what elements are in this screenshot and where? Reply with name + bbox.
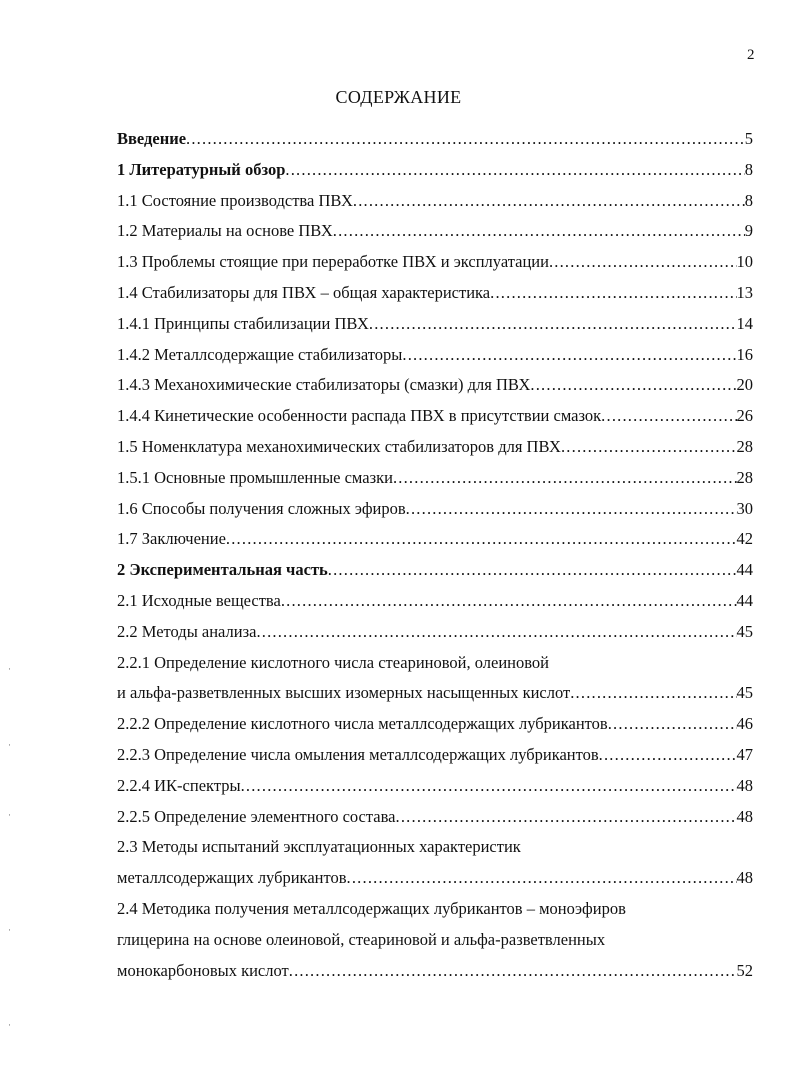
toc-entry-label: металлсодержащих лубрикантов xyxy=(117,868,347,888)
toc-entry[interactable] xyxy=(117,216,753,247)
dot-leader xyxy=(402,340,736,371)
toc-entry[interactable] xyxy=(117,278,753,309)
toc-entry-line: 2.3 Методы испытаний эксплуатационных характеристик xyxy=(117,837,521,857)
toc-entry[interactable] xyxy=(117,370,753,401)
dot-leader xyxy=(369,309,737,340)
margin-speck: · xyxy=(8,740,11,750)
toc-entry[interactable] xyxy=(117,555,753,586)
toc-entry-label: монокарбоновых кислот xyxy=(117,960,289,980)
page-number: 2 xyxy=(747,47,755,63)
toc-entry[interactable] xyxy=(117,155,753,186)
dot-leader xyxy=(285,155,744,186)
toc-entry-label: 1.4.1 Принципы стабилизации ПВХ xyxy=(117,313,369,333)
toc-entry-page: 42 xyxy=(736,529,753,549)
dot-leader xyxy=(601,401,736,432)
toc-entry-line: 2.2.1 Определение кислотного числа стеариновой, олеиновой xyxy=(117,652,550,672)
dot-leader xyxy=(241,771,737,802)
toc-entry-page: 45 xyxy=(736,621,753,641)
toc-entry[interactable] xyxy=(117,678,753,709)
toc-entry-page: 48 xyxy=(736,775,753,795)
toc-entry-label: 2.2 Методы анализа xyxy=(117,621,257,641)
toc-entry-label: 2.2.4 ИК-спектры xyxy=(117,775,241,795)
toc-entry-label: 2.2.2 Определение кислотного числа металлсодержащих лубрикантов xyxy=(117,714,608,734)
toc-entry[interactable] xyxy=(117,432,753,463)
toc-entry-page: 28 xyxy=(736,436,753,456)
toc-entry[interactable] xyxy=(117,740,753,771)
dot-leader xyxy=(289,956,737,987)
margin-speck: · xyxy=(8,664,11,674)
toc-entry-label: 1 Литературный обзор xyxy=(117,159,286,179)
dot-leader xyxy=(570,678,736,709)
dot-leader xyxy=(561,432,737,463)
toc-entry-page: 26 xyxy=(736,406,753,426)
toc-entry-label: 2.1 Исходные вещества xyxy=(117,590,281,610)
toc-entry[interactable] xyxy=(117,309,753,340)
toc-entry-label: 1.4.4 Кинетические особенности распада ПВХ в присутствии смазок xyxy=(117,406,602,426)
toc-entry-label: 1.4.2 Металлсодержащие стабилизаторы xyxy=(117,344,403,364)
dot-leader xyxy=(186,124,745,155)
toc-entry-page: 44 xyxy=(736,590,753,610)
toc-entry-line: глицерина на основе олеиновой, стеариновой и альфа-разветвленных xyxy=(117,929,606,949)
dot-leader xyxy=(328,555,737,586)
toc-entry[interactable] xyxy=(117,771,753,802)
toc-entry[interactable] xyxy=(117,586,753,617)
toc-entry[interactable] xyxy=(117,956,753,987)
toc-entry-label: 1.6 Способы получения сложных эфиров xyxy=(117,498,406,518)
toc-entry-page: 9 xyxy=(744,221,753,241)
margin-speck: · xyxy=(8,925,11,935)
toc-entry[interactable] xyxy=(117,494,753,525)
toc-entry-page: 20 xyxy=(736,375,753,395)
toc-entry[interactable] xyxy=(117,401,753,432)
toc-entry-label: 2 Экспериментальная часть xyxy=(117,560,328,580)
toc-entry-page: 14 xyxy=(736,313,753,333)
toc-entry-page: 30 xyxy=(736,498,753,518)
toc-entry-page: 48 xyxy=(736,806,753,826)
dot-leader xyxy=(347,863,737,894)
toc-entry[interactable] xyxy=(117,186,753,217)
dot-leader xyxy=(406,494,737,525)
toc-entry-page: 46 xyxy=(736,714,753,734)
dot-leader xyxy=(549,247,737,278)
toc-entry-label: 2.2.5 Определение элементного состава xyxy=(117,806,396,826)
toc-entry-label: 1.5.1 Основные промышленные смазки xyxy=(117,467,393,487)
toc-entry-label: Введение xyxy=(117,129,187,148)
toc-entry[interactable] xyxy=(117,709,753,740)
toc-entry-page: 13 xyxy=(736,282,753,302)
toc-entry-label: 1.1 Состояние производства ПВХ xyxy=(117,190,353,210)
margin-speck: · xyxy=(8,810,11,820)
toc-entry-label: 1.3 Проблемы стоящие при переработке ПВХ и эксплуатации xyxy=(117,252,549,272)
dot-leader xyxy=(226,524,737,555)
toc-entry-label: 2.2.3 Определение числа омыления металлсодержащих лубрикантов xyxy=(117,744,599,764)
toc-entry[interactable] xyxy=(117,617,753,648)
dot-leader xyxy=(333,216,745,247)
toc-entry[interactable] xyxy=(117,863,753,894)
toc-entry-label: 1.2 Материалы на основе ПВХ xyxy=(117,221,333,241)
dot-leader xyxy=(396,802,737,833)
dot-leader xyxy=(281,586,737,617)
toc-entry-page: 10 xyxy=(736,252,753,272)
toc-entry-label: 1.5 Номенклатура механохимических стабилизаторов для ПВХ xyxy=(117,436,561,456)
dot-leader xyxy=(599,740,737,771)
toc-entry-label: 1.4 Стабилизаторы для ПВХ – общая характеристика xyxy=(117,282,491,302)
toc-entry[interactable] xyxy=(117,463,753,494)
toc-entry-page: 16 xyxy=(736,344,753,364)
toc-entry-page: 44 xyxy=(736,560,753,580)
toc-entry-page: 5 xyxy=(744,129,753,148)
toc-entry-page: 52 xyxy=(736,960,753,980)
toc-entry[interactable] xyxy=(117,124,753,155)
dot-leader xyxy=(393,463,737,494)
toc-entry-page: 8 xyxy=(744,159,753,179)
toc-entry-line: 2.4 Методика получения металлсодержащих лубрикантов – моноэфиров xyxy=(117,898,626,918)
toc-entry-label: 1.7 Заключение xyxy=(117,529,226,549)
toc-entry[interactable] xyxy=(117,340,753,371)
toc-entry-page: 45 xyxy=(736,683,753,703)
toc-entry[interactable] xyxy=(117,802,753,833)
page-title: СОДЕРЖАНИЕ xyxy=(335,87,462,107)
toc-entry[interactable] xyxy=(117,524,753,555)
toc-entry-page: 28 xyxy=(736,467,753,487)
toc-entry-label: 1.4.3 Механохимические стабилизаторы (смазки) для ПВХ xyxy=(117,375,531,395)
dot-leader xyxy=(256,617,736,648)
toc-entry[interactable] xyxy=(117,247,753,278)
dot-leader xyxy=(353,186,745,217)
toc-entry-page: 48 xyxy=(736,868,753,888)
toc-entry-page: 47 xyxy=(736,744,753,764)
toc-entry-label: и альфа-разветвленных высших изомерных насыщенных кислот xyxy=(117,683,571,703)
dot-leader xyxy=(530,370,736,401)
dot-leader xyxy=(490,278,736,309)
margin-speck: · xyxy=(8,1020,11,1030)
table-of-contents xyxy=(117,124,753,986)
dot-leader xyxy=(608,709,737,740)
toc-entry-page: 8 xyxy=(744,190,753,210)
